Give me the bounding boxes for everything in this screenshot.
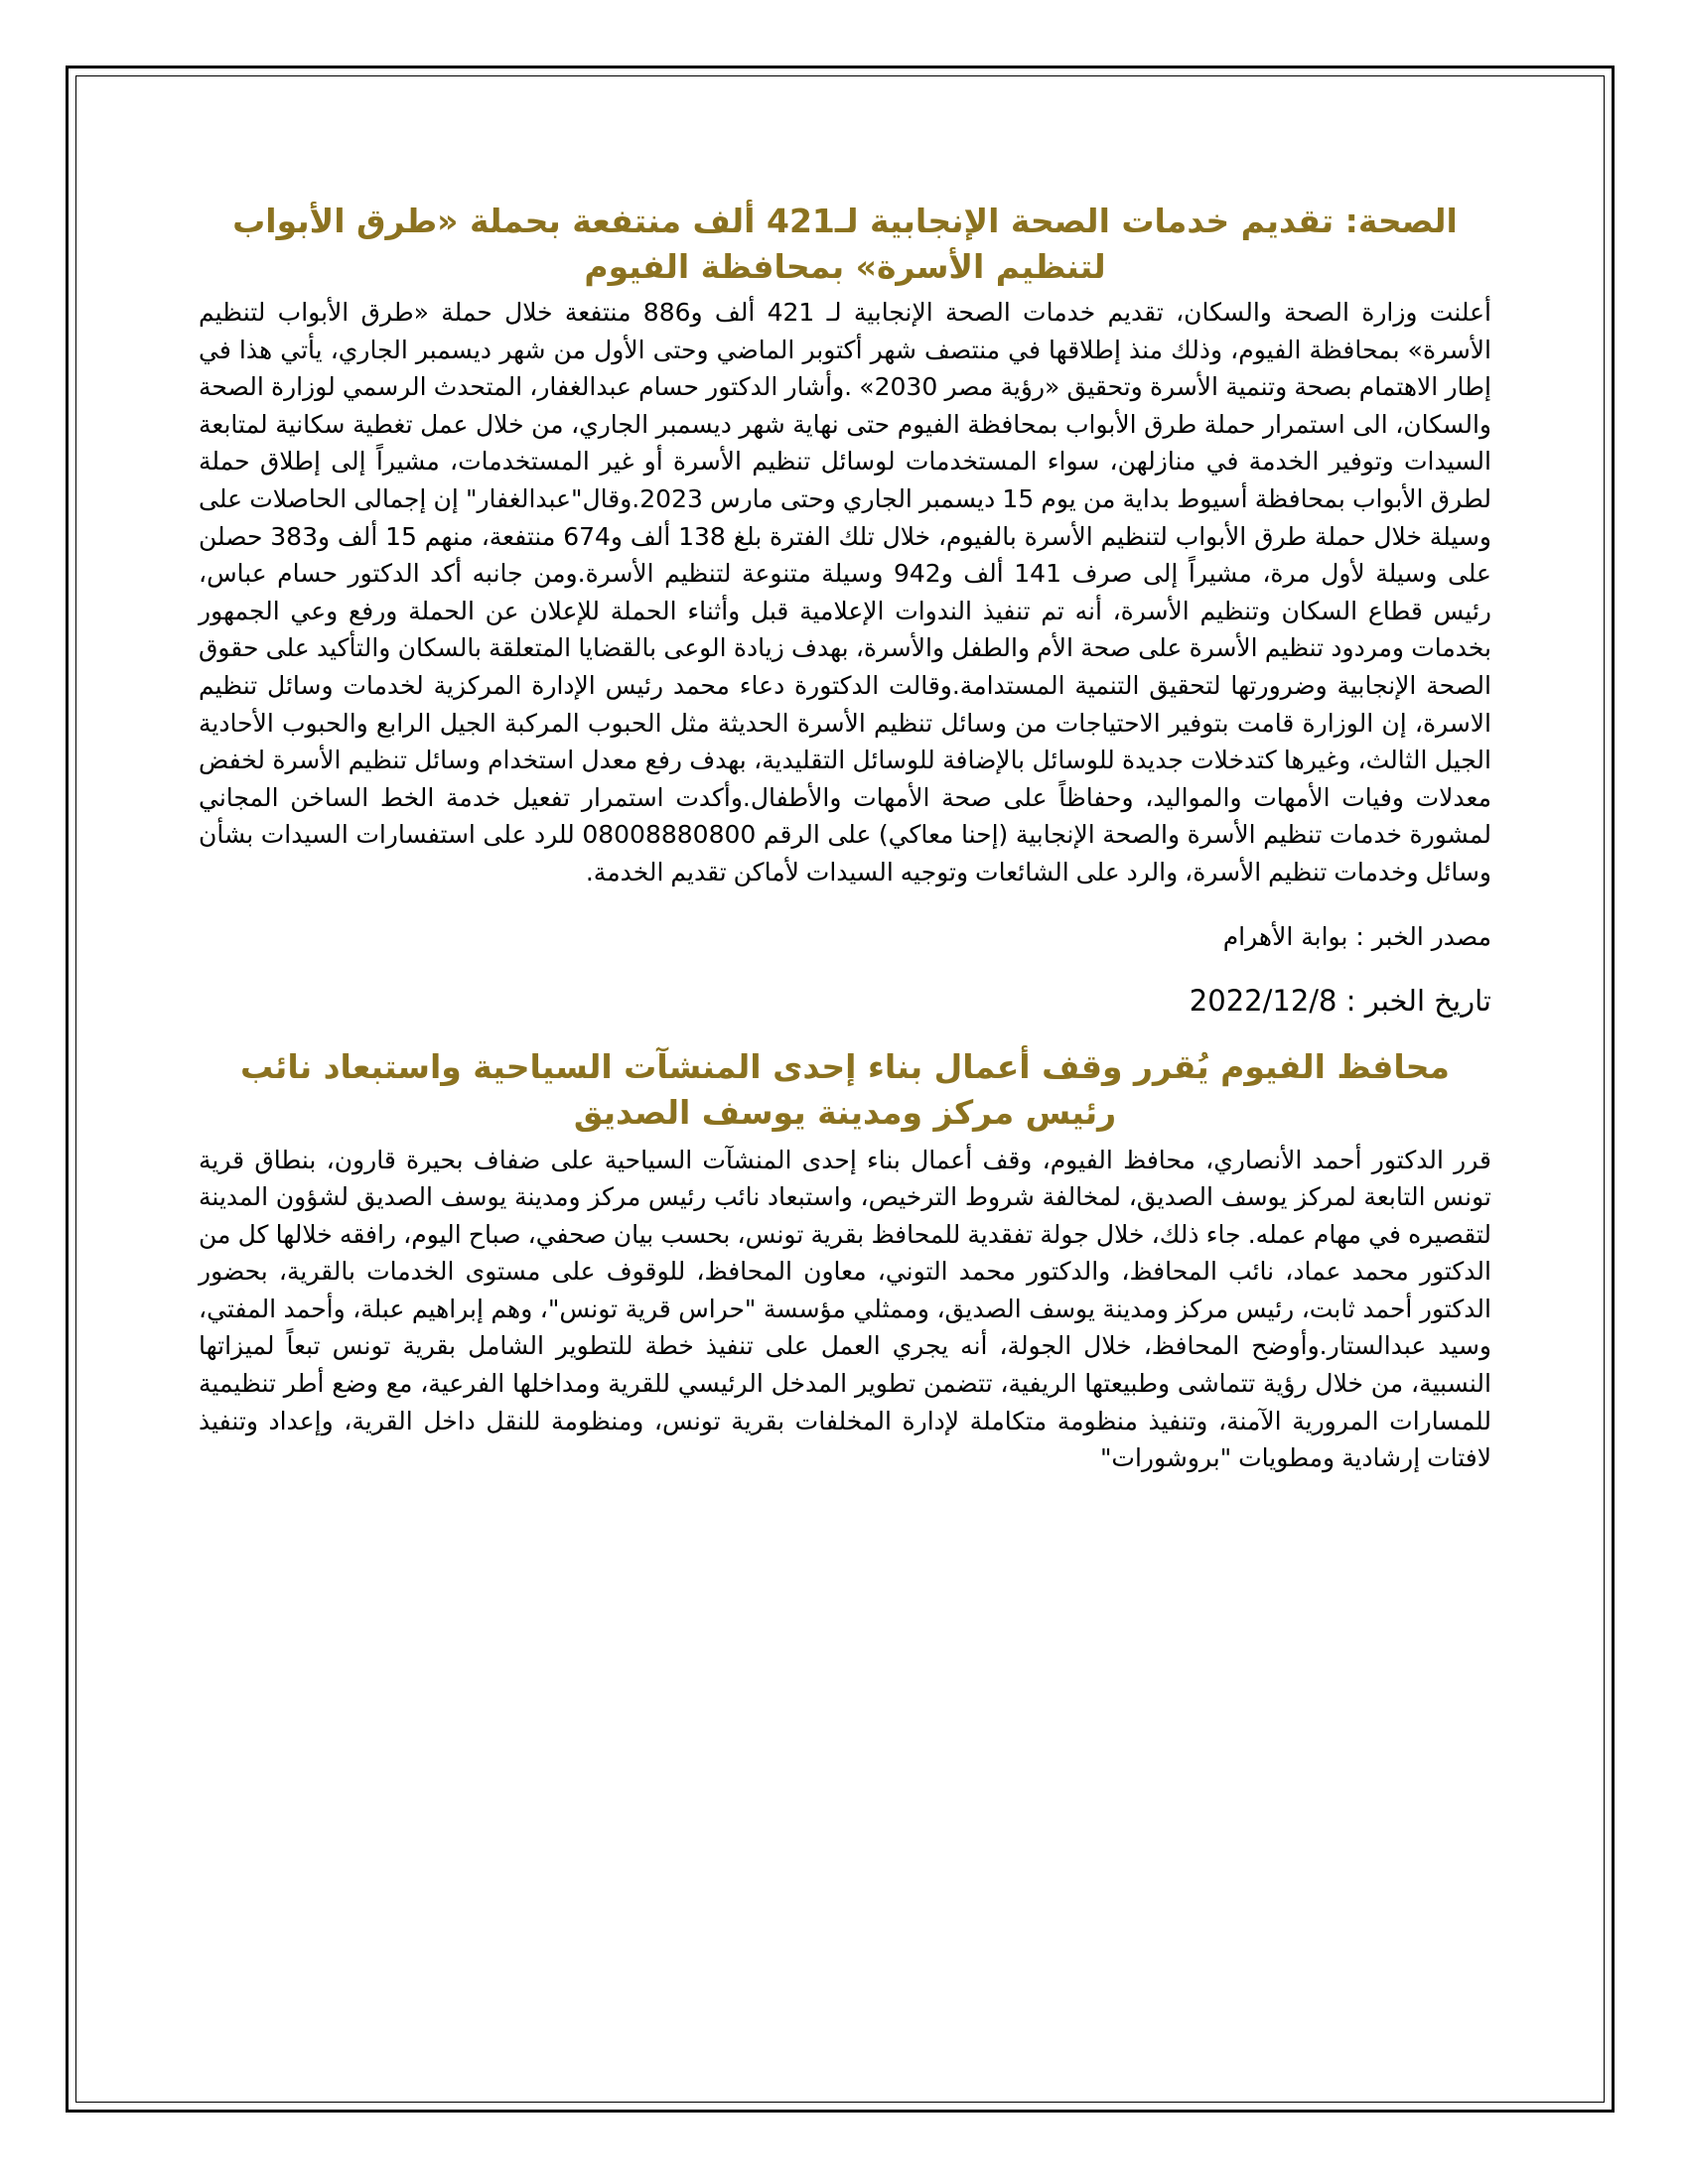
news-source: مصدر الخبر : بوابة الأهرام bbox=[1222, 921, 1491, 951]
article-1-title: الصحة: تقديم خدمات الصحة الإنجابية لـ421 ألف منتفعة بحملة «طرق الأبواب لتنظيم الأسرة» بمحافظة الفيوم bbox=[232, 202, 1458, 286]
article-2-title: محافظ الفيوم يُقرر وقف أعمال بناء إحدى المنشآت السياحية واستبعاد نائب رئيس مركز ومدينة يوسف الصديق bbox=[240, 1046, 1450, 1132]
article-2-body: قرر الدكتور أحمد الأنصاري، محافظ الفيوم، وقف أعمال بناء إحدى المنشآت السياحية على ضفاف بحيرة قارون، بنطاق قرية تونس التابعة لمركز يوسف الصديق، لمخالفة شروط الترخيص، واستبعاد نائب رئيس مركز ومدينة يوسف الصديق لشؤون المدينة لتقصيره في مهام عمله. جاء ذلك، خلال جولة تفقدية للمحافظ بقرية تونس، بحسب بيان صحفي، صباح اليوم، رافقه خلالها كل من الدكتور محمد عماد، نائب المحافظ، والدكتور محمد التوني، معاون المحافظ، للوقوف على مستوى الخدمات بالقرية، بحضور الدكتور أحمد ثابت، رئيس مركز ومدينة يوسف الصديق، وممثلي مؤسسة "حراس قرية تونس"، وهم إبراهيم عبلة، وأحمد المفتي، وسيد عبدالستار.وأوضح المحافظ، خلال الجولة، أنه يجري العمل على تنفيذ خطة للتطوير الشامل بقرية تونس تبعاً لميزاتها النسبية، من خلال رؤية تتماشى وطبيعتها الريفية، تتضمن تطوير المدخل الرئيسي للقرية ومداخلها الفرعية، مع وضع أطر تنظيمية للمسارات المرورية الآمنة، وتنفيذ منظومة متكاملة لإدارة المخلفات بقرية تونس، ومنظومة للنقل داخل القرية، وإعداد وتنفيذ لافتات إرشادية ومطويات "بروشورات" bbox=[199, 1145, 1491, 1473]
article-1-body: أعلنت وزارة الصحة والسكان، تقديم خدمات الصحة الإنجابية لـ 421 ألف و886 منتفعة خلال حملة «طرق الأبواب لتنظيم الأسرة» بمحافظة الفيوم، وذلك منذ إطلاقها في منتصف شهر أكتوبر الماضي وحتى الأول من شهر ديسمبر الجاري، يأتي هذا في إطار الاهتمام بصحة وتنمية الأسرة وتحقيق «رؤية مصر 2030» .وأشار الدكتور حسام عبدالغفار، المتحدث الرسمي لوزارة الصحة والسكان، الى استمرار حملة طرق الأبواب بمحافظة الفيوم حتى نهاية شهر ديسمبر الجاري، من خلال عمل تغطية سكانية لمتابعة السيدات وتوفير الخدمة في منازلهن، سواء المستخدمات لوسائل تنظيم الأسرة أو غير المستخدمات، مشيراً إلى إطلاق حملة لطرق الأبواب بمحافظة أسيوط بداية من يوم 15 ديسمبر الجاري وحتى مارس 2023.وقال"عبدالغفار" إن إجمالى الحاصلات على وسيلة خلال حملة طرق الأبواب لتنظيم الأسرة بالفيوم، خلال تلك الفترة بلغ 138 ألف و674 منتفعة، منهم 15 ألف و383 حصلن على وسيلة لأول مرة، مشيراً إلى صرف 141 ألف و942 وسيلة متنوعة لتنظيم الأسرة.ومن جانبه أكد الدكتور حسام عباس، رئيس قطاع السكان وتنظيم الأسرة، أنه تم تنفيذ الندوات الإعلامية قبل وأثناء الحملة للإعلان عن الحملة ورفع وعي الجمهور بخدمات ومردود تنظيم الأسرة على صحة الأم والطفل والأسرة، بهدف زيادة الوعى بالقضايا المتعلقة بالسكان والتأكيد على حقوق الصحة الإنجابية وضرورتها لتحقيق التنمية المستدامة.وقالت الدكتورة دعاء محمد رئيس الإدارة المركزية لخدمات وسائل تنظيم الاسرة، إن الوزارة قامت بتوفير الاحتياجات من وسائل تنظيم الأسرة الحديثة مثل الحبوب المركبة الجيل الرابع والحبوب الأحادية الجيل الثالث، وغيرها كتدخلات جديدة للوسائل بالإضافة للوسائل التقليدية، بهدف رفع معدل استخدام وسائل تنظيم الأسرة لخفض معدلات وفيات الأمهات والمواليد، وحفاظاً على صحة الأمهات والأطفال.وأكدت استمرار تفعيل خدمة الخط الساخن المجاني لمشورة خدمات تنظيم الأسرة والصحة الإنجابية (إحنا معاكي) على الرقم 08008880800 للرد على استفسارات السيدات بشأن وسائل وخدمات تنظيم الأسرة، والرد على الشائعات وتوجيه السيدات لأماكن تقديم الخدمة. bbox=[199, 298, 1492, 887]
document-content bbox=[199, 199, 1491, 1477]
news-date: تاريخ الخبر : 2022/12/8 bbox=[1189, 983, 1491, 1018]
